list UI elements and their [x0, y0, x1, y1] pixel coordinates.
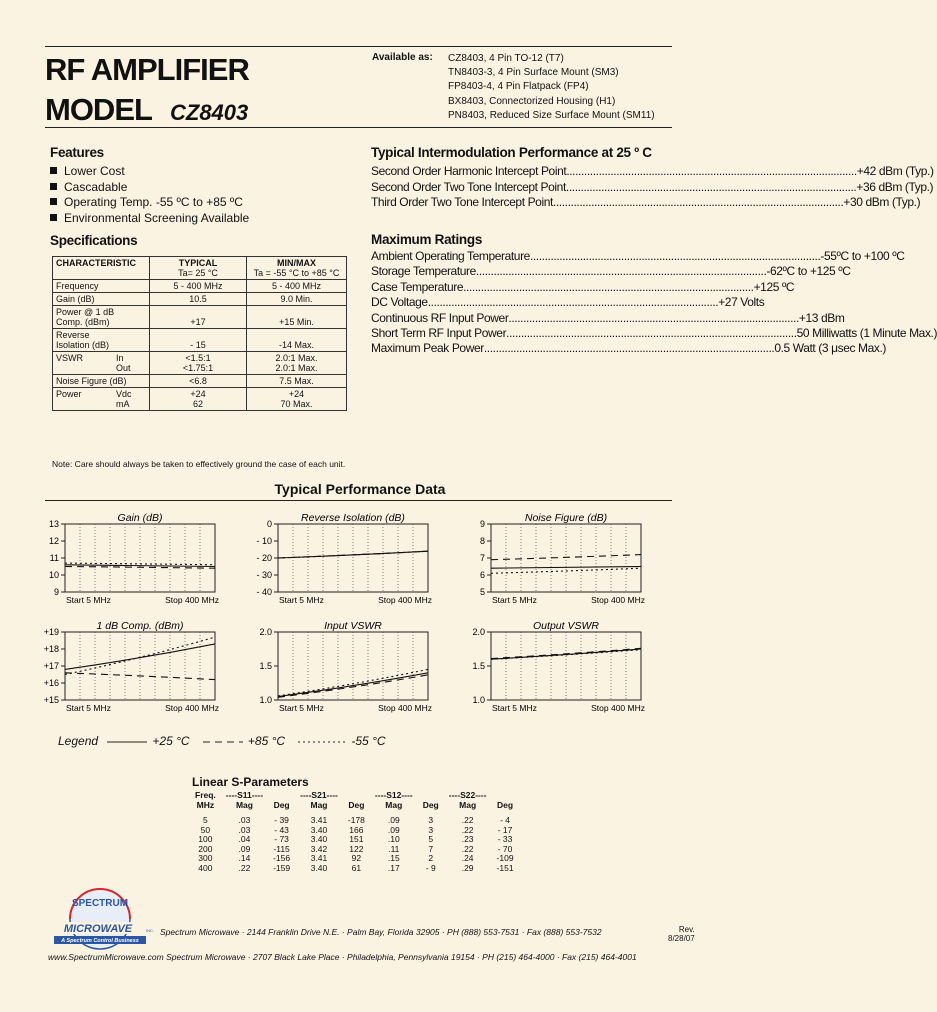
chart-tick-label: 1.0 [472, 695, 485, 705]
spec-row [53, 306, 347, 329]
chart-stop-label: Stop 400 MHz [378, 703, 432, 713]
chart-title: Output VSWR [533, 620, 599, 632]
sparams-cell: 3.41 [310, 853, 328, 863]
spec-sub: Comp. (dBm) [56, 317, 110, 327]
spec-row [53, 352, 347, 375]
max-rating-row: Continuous RF Input Power ..... +13 dBm [371, 311, 671, 326]
chart-tick-label: +19 [43, 627, 59, 637]
sparams-cell: .04 [238, 834, 251, 844]
spec-typical: +17 [150, 306, 247, 329]
chart-gain [25, 512, 225, 604]
sparams-cell: -109 [496, 853, 514, 863]
chart-input-vswr [238, 620, 438, 712]
chart-start-label: Start 5 MHz [279, 703, 324, 713]
feature-item: Cascadable [50, 180, 249, 196]
sparams-cell: - 33 [497, 834, 513, 844]
legend-solid-swatch [107, 737, 149, 747]
sparams-cell: 5 [428, 834, 434, 844]
sparams-cell: 3.40 [310, 824, 328, 835]
sparams-cell: 3.41 [310, 815, 328, 825]
legend-label: Legend [58, 734, 99, 748]
chart-start-label: Start 5 MHz [279, 595, 324, 605]
sparams-cell: -159 [273, 862, 291, 873]
sparams-table [190, 791, 519, 873]
chart-tick-label: +18 [43, 644, 59, 654]
sparams-cell: .09 [387, 815, 400, 825]
sparams-cell: .17 [387, 862, 400, 873]
chart-tick-label: 13 [48, 519, 59, 529]
spec-row [53, 329, 347, 352]
max-rating-row: DC Voltage ..... +27 Volts [371, 295, 671, 310]
sparams-cell: - 73 [274, 834, 289, 844]
chart-tick-label: - 40 [256, 587, 272, 597]
feature-item: Environmental Screening Available [50, 211, 249, 227]
spec-typical: - 15 [150, 329, 247, 352]
sparams-cell: .09 [387, 824, 400, 835]
spec-row [53, 280, 347, 293]
available-item: PN8403, Reduced Size Surface Mount (SM11) [448, 109, 655, 121]
sparams-cell: 166 [349, 824, 364, 835]
spec-minmax: +24 [288, 389, 305, 399]
sparams-cell: .14 [238, 853, 251, 863]
chart-tick-label: - 20 [256, 553, 272, 563]
intermod-list [371, 164, 934, 211]
revision [668, 925, 695, 943]
sparams-cell: 151 [349, 834, 364, 844]
intermod-row: Third Order Two Tone Intercept Point ..... +30 dBm (Typ.) [371, 195, 671, 211]
sparams-row [190, 864, 519, 874]
spec-typical: +24 [190, 389, 206, 399]
logo-word1: SPECTRUM [71, 898, 129, 909]
sparams-cell: - 9 [425, 862, 436, 873]
spec-note: Note: Care should always be taken to effectively ground the case of each unit. [52, 459, 346, 469]
legend-item: +85 °C [247, 734, 286, 748]
sparams-cell: 3 [428, 815, 434, 825]
chart-svg [451, 620, 651, 712]
sparams-title: Linear S-Parameters [192, 775, 309, 789]
model-label: MODEL [45, 92, 152, 127]
performance-rule [45, 500, 672, 501]
max-ratings-title: Maximum Ratings [371, 232, 483, 247]
specifications-table [52, 256, 347, 411]
legend-dot-swatch [298, 737, 348, 747]
chart-title: Input VSWR [324, 620, 382, 632]
spec-row [53, 293, 347, 306]
sparams-cell: .29 [461, 862, 474, 873]
sparams-cell: .22 [461, 843, 474, 854]
spec-col-minmax: MIN/MAX [277, 258, 316, 268]
spec-header-row [53, 257, 347, 280]
chart-tick-label: 7 [479, 553, 485, 563]
sparams-cell: .24 [461, 853, 474, 863]
legend-dash-swatch [203, 737, 245, 747]
max-rating-row: Maximum Peak Power ..... 0.5 Watt (3 μsec Max.) [371, 341, 671, 356]
spec-minmax: 9.0 Min. [247, 293, 347, 306]
spec-sub: Out [116, 363, 131, 373]
sparams-cell: ----S11---- [225, 790, 264, 800]
sparams-cell: Mag [310, 799, 328, 810]
chart-tick-label: 1.5 [259, 661, 272, 671]
sparams-cell: -151 [496, 862, 514, 873]
chart-tick-label: 6 [479, 570, 485, 580]
chart-tick-label: - 10 [256, 536, 272, 546]
revision-label: Rev. [678, 925, 695, 934]
sparams-cell: .23 [461, 834, 474, 844]
chart-tick-label: 1.0 [259, 695, 272, 705]
chart-tick-label: 0 [266, 519, 272, 529]
sparams-cell: -156 [273, 853, 291, 863]
sparams-cell: 3 [428, 824, 434, 835]
max-ratings-list [371, 249, 937, 357]
spec-label: Noise Figure [56, 376, 108, 386]
available-item: TN8403-3, 4 Pin Surface Mount (SM3) [448, 67, 619, 79]
sparams-cell: 50 [200, 824, 211, 835]
logo-word2: MICROWAVE [63, 923, 133, 935]
sparams-cell: 122 [349, 843, 364, 854]
sparams-cell: MHz [196, 799, 215, 810]
spec-col-typical-sub: Ta= 25 °C [178, 268, 218, 278]
spec-label: Reverse [56, 330, 90, 340]
performance-title: Typical Performance Data [274, 481, 446, 497]
sparams-cell: .15 [387, 853, 400, 863]
spec-col-minmax-sub: Ta = -55 °C to +85 °C [253, 268, 340, 278]
sparams-cell: -178 [347, 815, 365, 825]
sparams-cell: 5 [203, 815, 208, 825]
chart-series-line [278, 673, 428, 697]
chart-tick-label: +16 [43, 678, 59, 688]
chart-tick-label: 5 [479, 587, 485, 597]
feature-item: Operating Temp. -55 ºC to +85 ºC [50, 195, 249, 211]
spec-label: Power @ 1 dB [56, 307, 115, 317]
spectrum-microwave-logo [48, 888, 152, 950]
spec-col-characteristic: CHARACTERISTIC [53, 257, 150, 280]
sparams-cell: 3.40 [310, 834, 328, 844]
chart-series-line [65, 673, 215, 680]
sparams-cell: -115 [273, 843, 290, 854]
chart-noise-figure [451, 512, 651, 604]
spec-label: Frequency [53, 280, 150, 293]
spec-sub: mA [116, 399, 130, 409]
spec-minmax: 2.0:1 Max. [275, 353, 318, 363]
chart-tick-label: - 30 [256, 570, 272, 580]
feature-item: Lower Cost [50, 164, 249, 180]
chart-title: 1 dB Comp. (dBm) [96, 620, 184, 632]
sparams-subheader-row [190, 801, 519, 811]
chart-series-line [491, 555, 641, 560]
spec-col-typical: TYPICAL [178, 258, 218, 268]
chart-series-line [278, 669, 428, 696]
chart-stop-label: Stop 400 MHz [165, 595, 219, 605]
legend [58, 734, 386, 748]
sparams-cell: Freq. [195, 790, 216, 800]
sparams-cell: 7 [428, 843, 434, 854]
revision-date: 8/28/07 [668, 934, 695, 943]
available-item: BX8403, Connectorized Housing (H1) [448, 95, 616, 107]
chart-reverse-isolation [238, 512, 438, 604]
sparams-cell: 92 [351, 853, 362, 863]
spec-minmax: 7.5 Max. [247, 375, 347, 388]
sparams-cell: 3.42 [310, 843, 328, 854]
sparams-cell: .22 [461, 815, 474, 825]
model-number: CZ8403 [170, 100, 249, 125]
sparams-cell: 300 [198, 853, 213, 863]
page-title: RF AMPLIFIER [45, 52, 249, 87]
spec-typical: 10.5 [150, 293, 247, 306]
spec-sub: Isolation (dB) [56, 340, 110, 350]
spec-minmax: -14 Max. [247, 329, 347, 352]
sparams-cell: .03 [238, 815, 251, 825]
spec-typical: <6.8 [150, 375, 247, 388]
spec-typical: <1.75:1 [182, 363, 214, 373]
chart-tick-label: 2.0 [259, 627, 272, 637]
chart-tick-label: 2.0 [472, 627, 485, 637]
available-item: FP8403-4, 4 Pin Flatpack (FP4) [448, 81, 589, 93]
chart-tick-label: +17 [43, 661, 59, 671]
sparams-cell: 61 [351, 862, 362, 873]
chart-output-vswr [451, 620, 651, 712]
top-rule [45, 46, 672, 47]
intermod-row: Second Order Two Tone Intercept Point ..... +36 dBm (Typ.) [371, 180, 671, 196]
legend-item: -55 °C [351, 734, 386, 748]
sparams-cell: Mag [385, 799, 403, 810]
spec-sub: In [116, 353, 124, 363]
available-item: CZ8403, 4 Pin TO-12 (T7) [448, 53, 564, 64]
spec-row [53, 388, 347, 411]
sparams-cell: Deg [497, 799, 514, 810]
spec-label: VSWR [56, 353, 83, 363]
header-rule [45, 127, 672, 128]
footer-address-pa: www.SpectrumMicrowave.com Spectrum Microwave · 2707 Black Lake Place · Philadelphia, Pennsylvania 19154 · PH (215) 464-4000 · Fax (215) 464-4001 [48, 952, 637, 962]
chart-stop-label: Stop 400 MHz [378, 595, 432, 605]
chart-svg [25, 620, 225, 712]
spec-label: Power [56, 389, 82, 399]
spec-minmax: +15 Min. [247, 306, 347, 329]
chart-start-label: Start 5 MHz [66, 595, 111, 605]
specifications-title: Specifications [50, 233, 138, 248]
features-list [50, 164, 249, 226]
sparams-cell: Mag [235, 799, 253, 810]
sparams-cell: .22 [238, 862, 251, 873]
legend-item: +25 °C [152, 734, 190, 748]
chart-tick-label: 9 [479, 519, 485, 529]
chart-tick-label: 11 [49, 553, 59, 563]
sparams-cell: 2 [428, 853, 434, 863]
intermod-row: Second Order Harmonic Intercept Point ..... +42 dBm (Typ.) [371, 164, 671, 180]
sparams-cell: 3.40 [310, 862, 328, 873]
sparams-cell: Deg [422, 799, 439, 810]
max-rating-row: Ambient Operating Temperature ..... -55ºC to +100 ºC [371, 249, 671, 264]
spec-minmax: 70 Max. [280, 399, 313, 409]
intermod-title: Typical Intermodulation Performance at 25 º C [371, 145, 652, 160]
chart-tick-label: 12 [48, 536, 59, 546]
spec-minmax: 5 - 400 MHz [247, 280, 347, 293]
chart-svg [451, 512, 651, 604]
chart-svg [238, 512, 438, 604]
chart-stop-label: Stop 400 MHz [591, 595, 645, 605]
sparams-cell: Mag [459, 799, 477, 810]
sparams-cell: Deg [273, 799, 290, 810]
spec-label: Gain (dB) [53, 293, 150, 306]
available-list [448, 52, 655, 123]
max-rating-row: Short Term RF Input Power ..... 50 Milliwatts (1 Minute Max.) [371, 326, 671, 341]
chart-stop-label: Stop 400 MHz [165, 703, 219, 713]
spec-row [53, 375, 347, 388]
spec-sub: Vdc [116, 389, 132, 399]
sparams-cell: ----S22---- [448, 790, 487, 800]
sparams-cell: - 70 [497, 843, 513, 854]
max-rating-row: Storage Temperature ..... -62ºC to +125 ºC [371, 264, 671, 279]
sparams-cell: 100 [198, 834, 213, 844]
spec-typical: <1.5:1 [185, 353, 211, 363]
chart-tick-label: 1.5 [472, 661, 485, 671]
chart-title: Gain (dB) [117, 512, 163, 524]
sparams-cell: .10 [387, 834, 400, 844]
sparams-cell: - 43 [274, 824, 289, 835]
available-label: Available as: [372, 52, 433, 63]
sparams-cell: ----S12---- [374, 790, 413, 800]
features-title: Features [50, 145, 104, 160]
chart-tick-label: 8 [479, 536, 485, 546]
chart-stop-label: Stop 400 MHz [591, 703, 645, 713]
sparams-cell: - 39 [274, 815, 289, 825]
spec-sub: (dB) [109, 376, 127, 386]
sparams-cell: ----S21---- [300, 790, 338, 800]
chart-start-label: Start 5 MHz [492, 595, 537, 605]
spec-typical: 5 - 400 MHz [150, 280, 247, 293]
sparams-cell: Deg [348, 799, 365, 810]
chart-svg [25, 512, 225, 604]
sparams-cell: 400 [198, 862, 213, 873]
chart-tick-label: +15 [43, 695, 59, 705]
logo-inc: INC. [146, 928, 154, 933]
logo-tagline: A Spectrum Control Business [61, 938, 139, 944]
chart-tick-label: 9 [53, 587, 59, 597]
sparams-cell: .11 [388, 843, 400, 854]
max-rating-row: Case Temperature ..... +125 ºC [371, 280, 671, 295]
chart-svg [238, 620, 438, 712]
sparams-cell: .22 [461, 824, 474, 835]
sparams-cell: - 4 [500, 815, 510, 825]
footer-address-fl: Spectrum Microwave · 2144 Franklin Drive N.E. · Palm Bay, Florida 32905 · PH (888) 553-7531 · Fax (888) 553-7532 [160, 927, 602, 937]
chart-start-label: Start 5 MHz [66, 703, 111, 713]
sparams-cell: .03 [238, 824, 251, 835]
chart-tick-label: 10 [48, 570, 59, 580]
chart-title: Noise Figure (dB) [524, 512, 608, 524]
sparams-cell: - 17 [497, 824, 513, 835]
chart-start-label: Start 5 MHz [492, 703, 537, 713]
chart-1db-comp [25, 620, 225, 712]
spec-typical: 62 [192, 399, 203, 409]
sparams-cell: .09 [238, 843, 251, 854]
spec-minmax: 2.0:1 Max. [275, 363, 318, 373]
sparams-cell: 200 [198, 843, 213, 854]
chart-title: Reverse Isolation (dB) [301, 512, 405, 524]
